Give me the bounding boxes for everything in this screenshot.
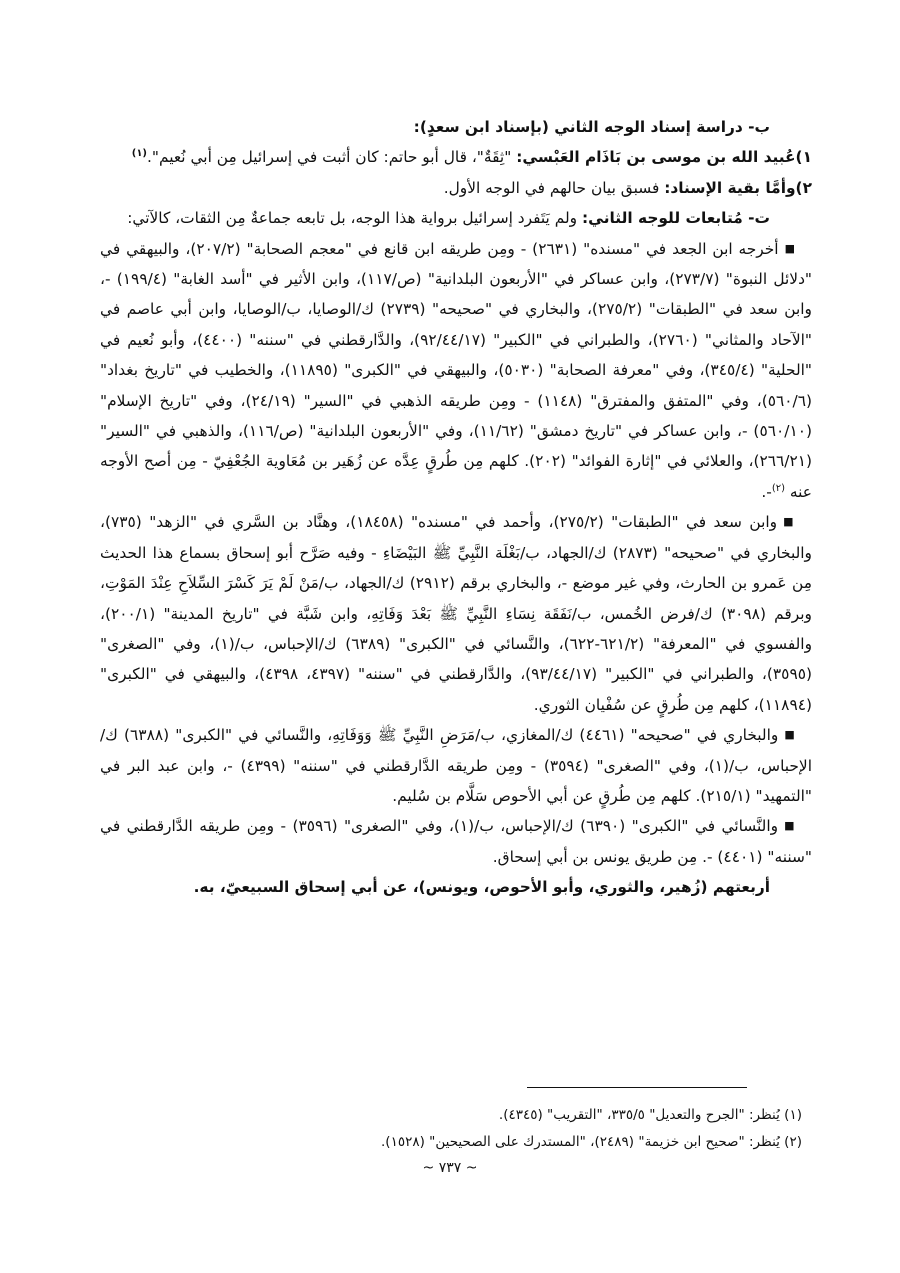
conclusion: أربعتهم (زُهير، والثوري، وأبو الأحوص، ويونس)، عن أبي إسحاق السبيعيّ، به. bbox=[193, 878, 770, 897]
followups-text: ولم يَتَفرد إسرائيل برواية هذا الوجه، بل تابعه جماعةٌ مِن الثقات، كالآتي: bbox=[127, 209, 582, 228]
narrator-item-2 bbox=[100, 173, 812, 203]
square-bullet-icon: ■ bbox=[784, 241, 796, 255]
bullet-paragraph bbox=[100, 507, 812, 720]
narrator-grade: "ثِقَةٌ"، قال أبو حاتم: كان أثبت في إسرائيل مِن أبي نُعيم". bbox=[147, 148, 517, 167]
narrator-item-1 bbox=[100, 142, 812, 172]
narrator-name: عُبيد الله بن موسى بن بَاذَام العَبْسي: bbox=[516, 148, 796, 167]
item-label: وأمَّا بقية الإسناد: bbox=[664, 178, 796, 197]
square-bullet-icon: ■ bbox=[784, 728, 796, 742]
bullet-paragraph bbox=[100, 234, 812, 508]
bullet-paragraph bbox=[100, 811, 812, 872]
item-number: ٢) bbox=[795, 178, 812, 197]
bullet-text: والنَّسائي في "الكبرى" (٦٣٩٠) ك/الإحباس، ب/(١)، وفي "الصغرى" (٣٥٩٦) - ومِن طريقه الدَّارقطني في "سننه" (٤٤٠١) -. مِن طريق يونس بن أبي إسحاق. bbox=[100, 817, 812, 866]
item-number: ١) bbox=[795, 148, 812, 167]
item-text: فسبق بيان حالهم في الوجه الأول. bbox=[443, 178, 665, 197]
footnote-2: (٢) يُنظر: "صحيح ابن خزيمة" (٢٤٨٩)، "المستدرك على الصحيحين" (١٥٢٨). bbox=[381, 1134, 802, 1150]
footnote-ref-1[interactable]: (١) bbox=[131, 148, 147, 160]
square-bullet-icon: ■ bbox=[784, 819, 796, 833]
followups-label: ت- مُتابعات للوجه الثاني: bbox=[582, 209, 770, 228]
followups-heading bbox=[100, 203, 812, 233]
square-bullet-icon: ■ bbox=[783, 515, 796, 529]
page-number: ~ ٧٣٧ ~ bbox=[422, 1160, 478, 1176]
bullet-tail: -. bbox=[761, 482, 772, 501]
main-text bbox=[100, 112, 812, 903]
footnote-ref-2[interactable]: (٢) bbox=[771, 482, 785, 494]
bullet-text: والبخاري في "صحيحه" (٤٤٦١) ك/المغازي، ب/مَرَضِ النَّبِيِّ ﷺ وَوَفَاتِهِ، والنَّسائي في "الكبرى" (٦٣٨٨) ك/الإحباس، ب/(١)، وفي "الصغرى" (٣٥٩٤) - ومِن طريقه الدَّارقطني في "سننه" (٤٣٩٩) -، وابن عبد البر في "التمهيد" (٢١٥/١). كلهم مِن طُرقٍ عن أبي الأحوص سَلَّام بن سُليم. bbox=[100, 726, 812, 805]
footnotes bbox=[100, 1102, 802, 1156]
bullet-text: وابن سعد في "الطبقات" (٢٧٥/٢)، وأحمد في "مسنده" (١٨٤٥٨)، وهنَّاد بن السَّري في "الزهد" (٧٣٥)، والبخاري في "صحيحه" (٢٨٧٣) ك/الجهاد، ب/بَغْلَة النَّبِيِّ ﷺ البَيْضَاءِ - وفيه صَرَّح أبو إسحاق بسماع هذا الحديث مِن عَمرو بن الحارث، وفي غير موضع -، والبخاري برقم (٢٩١٢) ك/الجهاد، ب/مَنْ لَمْ يَرَ كَسْرَ السِّلاَحِ عِنْدَ المَوْتِ، وبرقم (٣٠٩٨) ك/فرض الخُمس، ب/نَفَقَة نِسَاءِ النَّبِيِّ ﷺ بَعْدَ وَفَاتِهِ، وابن شَبَّة في "تاريخ المدينة" (٢٠٠/١)، والفسوي في "المعرفة" (٦٢١/٢-٦٢٢)، والنَّسائي في "الكبرى" (٦٣٨٩) ك/الإحباس، ب/(١)، وفي "الصغرى" (٣٥٩٥)، والطبراني في "الكبير" (٩٣/٤٤/١٧)، والدَّارقطني في "سننه" (٤٣٩٧، ٤٣٩٨)، والبيهقي في "الكبرى" (١١٨٩٤)، كلهم مِن طُرقٍ عن سُفْيان الثوري. bbox=[100, 513, 813, 714]
bullet-paragraph bbox=[100, 720, 812, 811]
section-heading: ب- دراسة إسناد الوجه الثاني (بإسناد ابن سعدٍ): bbox=[413, 118, 770, 136]
bullet-text: أخرجه ابن الجعد في "مسنده" (٢٦٣١) - ومِن طريقه ابن قانع في "معجم الصحابة" (٢٠٧/٢)، والبيهقي في "دلائل النبوة" (٢٧٣/٧)، وابن عساكر في "الأربعون البلدانية" (ص/١١٧)، وابن الأثير في "أسد الغابة" (١٩٩/٤) -، وابن سعد في "الطبقات" (٢٧٥/٢)، والبخاري في "صحيحه" (٢٧٣٩) ك/الوصايا، ب/الوصايا، وابن أبي عاصم في "الآحاد والمثاني" (٢٧٦٠)، والطبراني في "الكبير" (٩٢/٤٤/١٧)، والدَّارقطني في "سننه" (٤٤٠٠)، وأبو نُعيم في "الحلية" (٣٤٥/٤)، وفي "معرفة الصحابة" (٥٠٣٠)، والبيهقي في "الكبرى" (١١٨٩٥)، والخطيب في "تاريخ بغداد" (٥٦٠/٦)، وفي "المتفق والمفترق" (١١٤٨) - ومِن طريقه الذهبي في "السير" (٢٤/١٩)، وفي "تاريخ الإسلام" (٥٦٠/١٠) -، وابن عساكر في "تاريخ دمشق" (١١/٦٢)، وفي "الأربعون البلدانية" (ص/١١٦)، والذهبي في "السير" (٢٦٦/٢١)، والعلائي في "إثارة الفوائد" (٢٠٢). كلهم مِن طُرقٍ عِدَّه عن زُهَير بن مُعَاوية الجُعْفِيّ - مِن أصح الأوجه عنه bbox=[100, 239, 813, 501]
footnote-1: (١) يُنظر: "الجرح والتعديل" ٣٣٥/٥، "التقريب" (٤٣٤٥). bbox=[498, 1107, 802, 1123]
footnote-separator bbox=[527, 1087, 747, 1088]
